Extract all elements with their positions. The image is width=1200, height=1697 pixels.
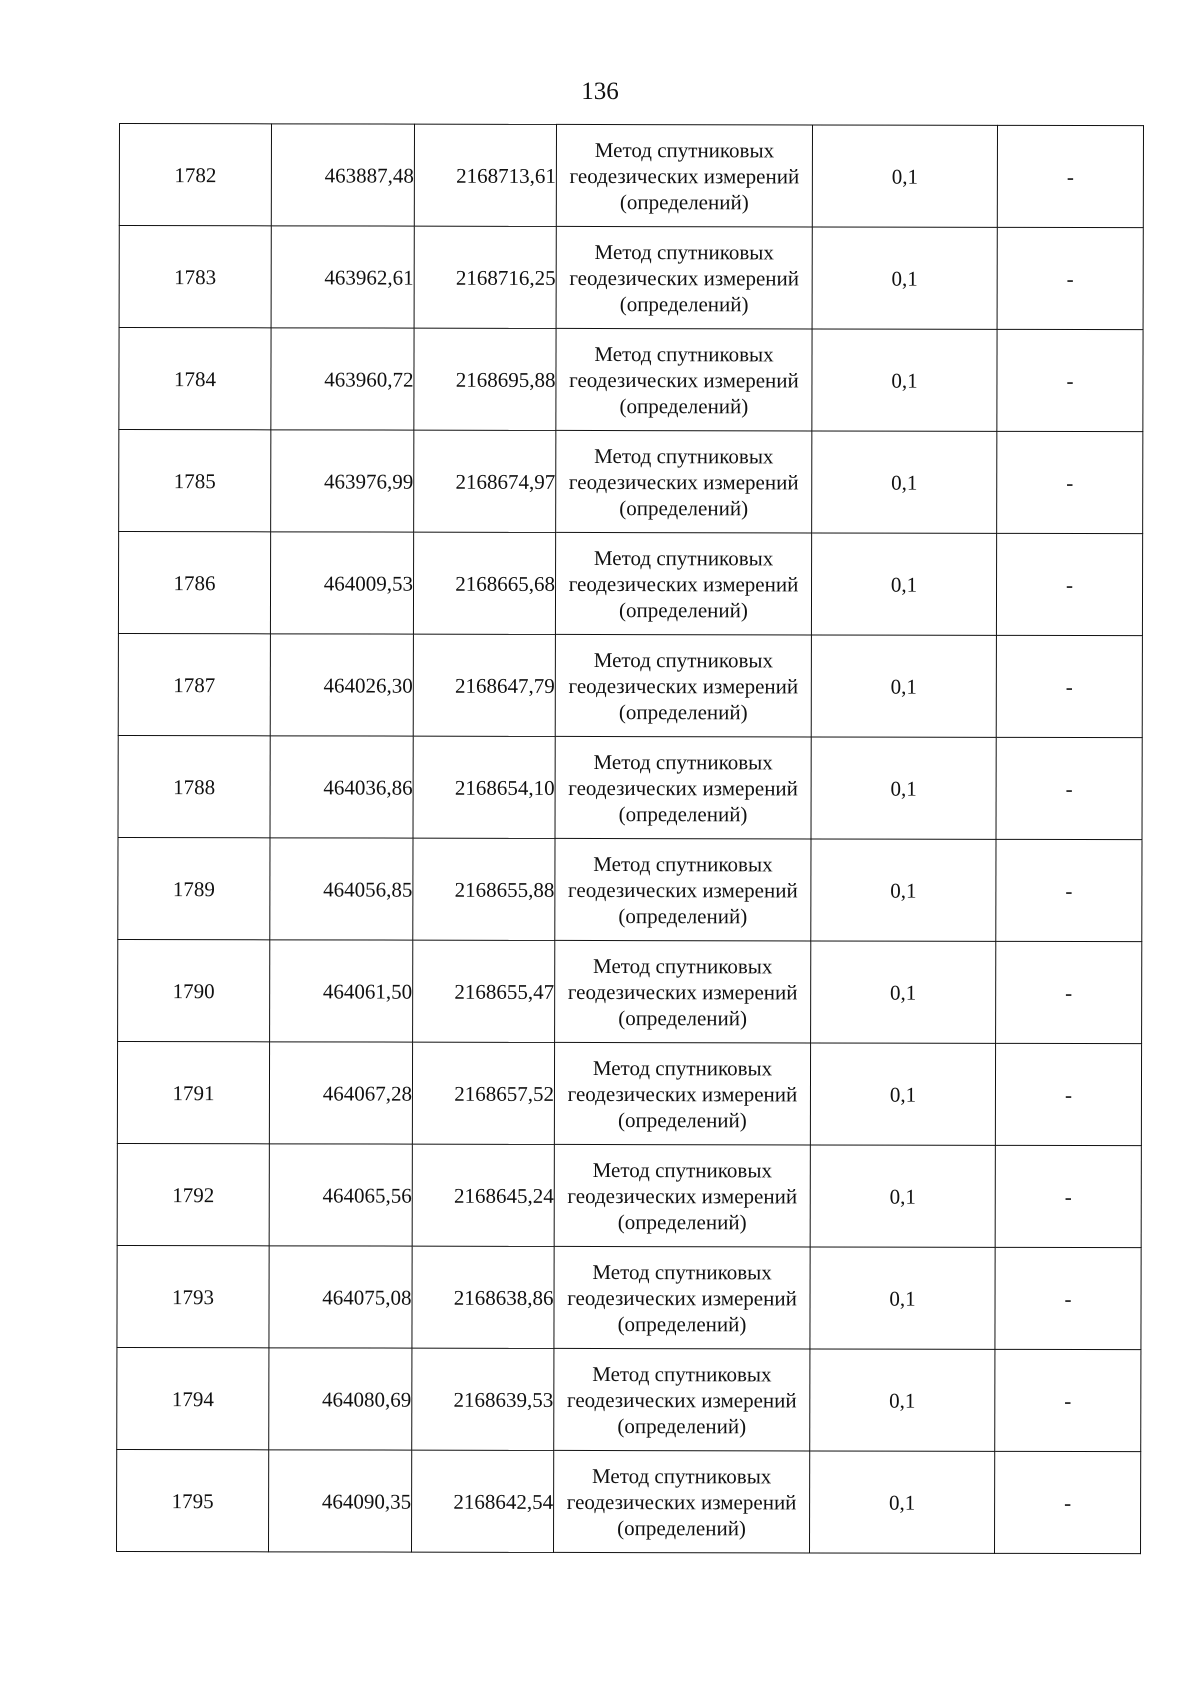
x-coordinate-cell: 463960,72	[271, 328, 414, 430]
accuracy-cell: 0,1	[811, 533, 996, 635]
accuracy-cell: 0,1	[811, 941, 996, 1043]
note-cell: -	[995, 1247, 1141, 1349]
point-number-cell: 1783	[119, 226, 271, 328]
table-row	[118, 735, 1142, 839]
table-row	[117, 1041, 1141, 1145]
method-line: Метод спутниковых	[593, 647, 774, 672]
accuracy-cell: 0,1	[812, 329, 997, 431]
x-coordinate-cell: 464065,56	[269, 1144, 412, 1246]
method-line: (определений)	[618, 1005, 748, 1030]
method-line: геодезических измерений	[566, 1489, 797, 1514]
method-line: геодезических измерений	[567, 1081, 798, 1106]
method-line: (определений)	[619, 291, 749, 316]
table-body	[117, 124, 1144, 1554]
y-coordinate-cell: 2168657,52	[412, 1042, 554, 1144]
point-number-cell: 1782	[119, 124, 271, 226]
method-line: геодезических измерений	[567, 979, 798, 1004]
note-cell: -	[996, 635, 1142, 737]
point-number-cell: 1793	[117, 1245, 269, 1347]
x-coordinate-cell: 464009,53	[270, 532, 413, 634]
accuracy-cell: 0,1	[812, 227, 997, 329]
note-cell: -	[995, 1043, 1141, 1145]
x-coordinate-cell: 464080,69	[269, 1348, 412, 1450]
x-coordinate-cell: 464067,28	[269, 1042, 412, 1144]
method-cell	[555, 736, 811, 839]
coordinates-table	[116, 123, 1144, 1554]
method-cell	[554, 1348, 810, 1451]
table-row	[117, 1347, 1141, 1451]
note-cell: -	[995, 1451, 1141, 1553]
method-line: геодезических измерений	[569, 367, 799, 392]
method-line: (определений)	[619, 393, 749, 418]
note-cell: -	[995, 1145, 1141, 1247]
accuracy-cell: 0,1	[810, 1349, 995, 1451]
method-line: Метод спутниковых	[592, 1157, 772, 1182]
y-coordinate-cell: 2168665,68	[413, 532, 555, 634]
point-number-cell: 1795	[117, 1449, 269, 1551]
table-row	[117, 1245, 1141, 1349]
method-line: (определений)	[619, 189, 749, 214]
method-line: геодезических измерений	[566, 1387, 797, 1412]
note-cell: -	[997, 227, 1143, 329]
method-line: (определений)	[617, 1209, 747, 1234]
method-line: Метод спутниковых	[594, 341, 774, 366]
method-line: (определений)	[619, 495, 749, 520]
y-coordinate-cell: 2168642,54	[412, 1450, 554, 1552]
table-row	[119, 226, 1143, 330]
method-line: Метод спутниковых	[594, 443, 774, 468]
method-cell	[556, 328, 812, 431]
method-cell	[554, 1246, 810, 1349]
x-coordinate-cell: 464026,30	[270, 634, 413, 736]
method-line: (определений)	[618, 903, 748, 928]
method-line: Метод спутниковых	[593, 953, 773, 978]
point-number-cell: 1790	[118, 939, 270, 1041]
note-cell: -	[995, 1349, 1141, 1451]
accuracy-cell: 0,1	[811, 635, 996, 737]
method-line: геодезических измерений	[567, 1183, 798, 1208]
y-coordinate-cell: 2168647,79	[413, 634, 555, 736]
method-line: (определений)	[617, 1311, 747, 1336]
method-line: (определений)	[617, 1107, 747, 1132]
method-cell	[555, 532, 811, 635]
method-line: Метод спутниковых	[593, 749, 773, 774]
y-coordinate-cell: 2168716,25	[414, 226, 556, 328]
table-row	[119, 430, 1143, 534]
accuracy-cell: 0,1	[812, 125, 997, 227]
table-row	[117, 1449, 1141, 1553]
method-line: геодезических измерений	[568, 775, 798, 800]
method-cell	[554, 1450, 810, 1553]
point-number-cell: 1784	[119, 328, 271, 430]
table-row	[118, 532, 1142, 636]
method-line: Метод спутниковых	[592, 1259, 772, 1284]
accuracy-cell: 0,1	[810, 1451, 995, 1553]
y-coordinate-cell: 2168645,24	[412, 1144, 554, 1246]
method-cell	[556, 226, 812, 329]
method-line: Метод спутниковых	[594, 239, 774, 264]
table-row	[119, 124, 1143, 228]
method-line: (определений)	[618, 801, 748, 826]
method-line: Метод спутниковых	[591, 1463, 772, 1488]
note-cell: -	[996, 737, 1142, 839]
point-number-cell: 1792	[117, 1143, 269, 1245]
y-coordinate-cell: 2168655,88	[413, 838, 555, 940]
point-number-cell: 1791	[117, 1041, 269, 1143]
method-cell	[555, 940, 811, 1043]
method-cell	[556, 430, 812, 533]
x-coordinate-cell: 464090,35	[269, 1450, 412, 1552]
point-number-cell: 1794	[117, 1347, 269, 1449]
method-cell	[554, 1144, 810, 1247]
method-line: Метод спутниковых	[592, 1055, 773, 1080]
x-coordinate-cell: 463976,99	[271, 430, 414, 532]
x-coordinate-cell: 464056,85	[270, 838, 413, 940]
method-line: геодезических измерений	[567, 1285, 797, 1310]
method-cell	[555, 838, 811, 941]
note-cell: -	[996, 839, 1142, 941]
method-line: Метод спутниковых	[592, 1361, 772, 1386]
point-number-cell: 1785	[119, 430, 271, 532]
method-line: Метод спутниковых	[593, 545, 774, 570]
method-line: геодезических измерений	[568, 469, 799, 494]
y-coordinate-cell: 2168655,47	[413, 940, 555, 1042]
x-coordinate-cell: 463962,61	[271, 226, 414, 328]
method-line: (определений)	[617, 1413, 747, 1438]
x-coordinate-cell: 464061,50	[270, 940, 413, 1042]
note-cell: -	[996, 941, 1142, 1043]
accuracy-cell: 0,1	[811, 839, 996, 941]
table-row	[117, 1143, 1141, 1247]
method-line: (определений)	[617, 1515, 746, 1540]
method-line: геодезических измерений	[568, 877, 798, 902]
y-coordinate-cell: 2168695,88	[414, 328, 556, 430]
table-row	[119, 328, 1143, 432]
accuracy-cell: 0,1	[810, 1145, 995, 1247]
y-coordinate-cell: 2168638,86	[412, 1246, 554, 1348]
table-row	[118, 939, 1142, 1043]
method-line: (определений)	[618, 699, 748, 724]
accuracy-cell: 0,1	[810, 1247, 995, 1349]
method-cell	[554, 1042, 810, 1145]
method-line: Метод спутниковых	[593, 851, 773, 876]
y-coordinate-cell: 2168654,10	[413, 736, 555, 838]
x-coordinate-cell: 464075,08	[269, 1246, 412, 1348]
note-cell: -	[997, 125, 1143, 227]
point-number-cell: 1786	[118, 532, 270, 634]
x-coordinate-cell: 464036,86	[270, 736, 413, 838]
method-line: геодезических измерений	[568, 571, 799, 596]
method-line: геодезических измерений	[569, 163, 800, 188]
note-cell: -	[997, 329, 1143, 431]
method-line: (определений)	[619, 597, 748, 622]
method-cell	[556, 124, 812, 227]
accuracy-cell: 0,1	[811, 737, 996, 839]
accuracy-cell: 0,1	[812, 431, 997, 533]
method-cell	[555, 634, 811, 737]
point-number-cell: 1787	[118, 633, 270, 735]
accuracy-cell: 0,1	[810, 1043, 995, 1145]
point-number-cell: 1788	[118, 735, 270, 837]
note-cell: -	[997, 431, 1143, 533]
table-row	[118, 633, 1142, 737]
y-coordinate-cell: 2168674,97	[414, 430, 556, 532]
method-line: геодезических измерений	[568, 673, 799, 698]
method-line: геодезических измерений	[569, 265, 800, 290]
y-coordinate-cell: 2168713,61	[414, 124, 556, 226]
point-number-cell: 1789	[118, 837, 270, 939]
x-coordinate-cell: 463887,48	[271, 124, 414, 226]
note-cell: -	[996, 533, 1142, 635]
y-coordinate-cell: 2168639,53	[412, 1348, 554, 1450]
table-row	[118, 837, 1142, 941]
page-number: 136	[581, 78, 619, 105]
method-line: Метод спутниковых	[594, 137, 775, 162]
